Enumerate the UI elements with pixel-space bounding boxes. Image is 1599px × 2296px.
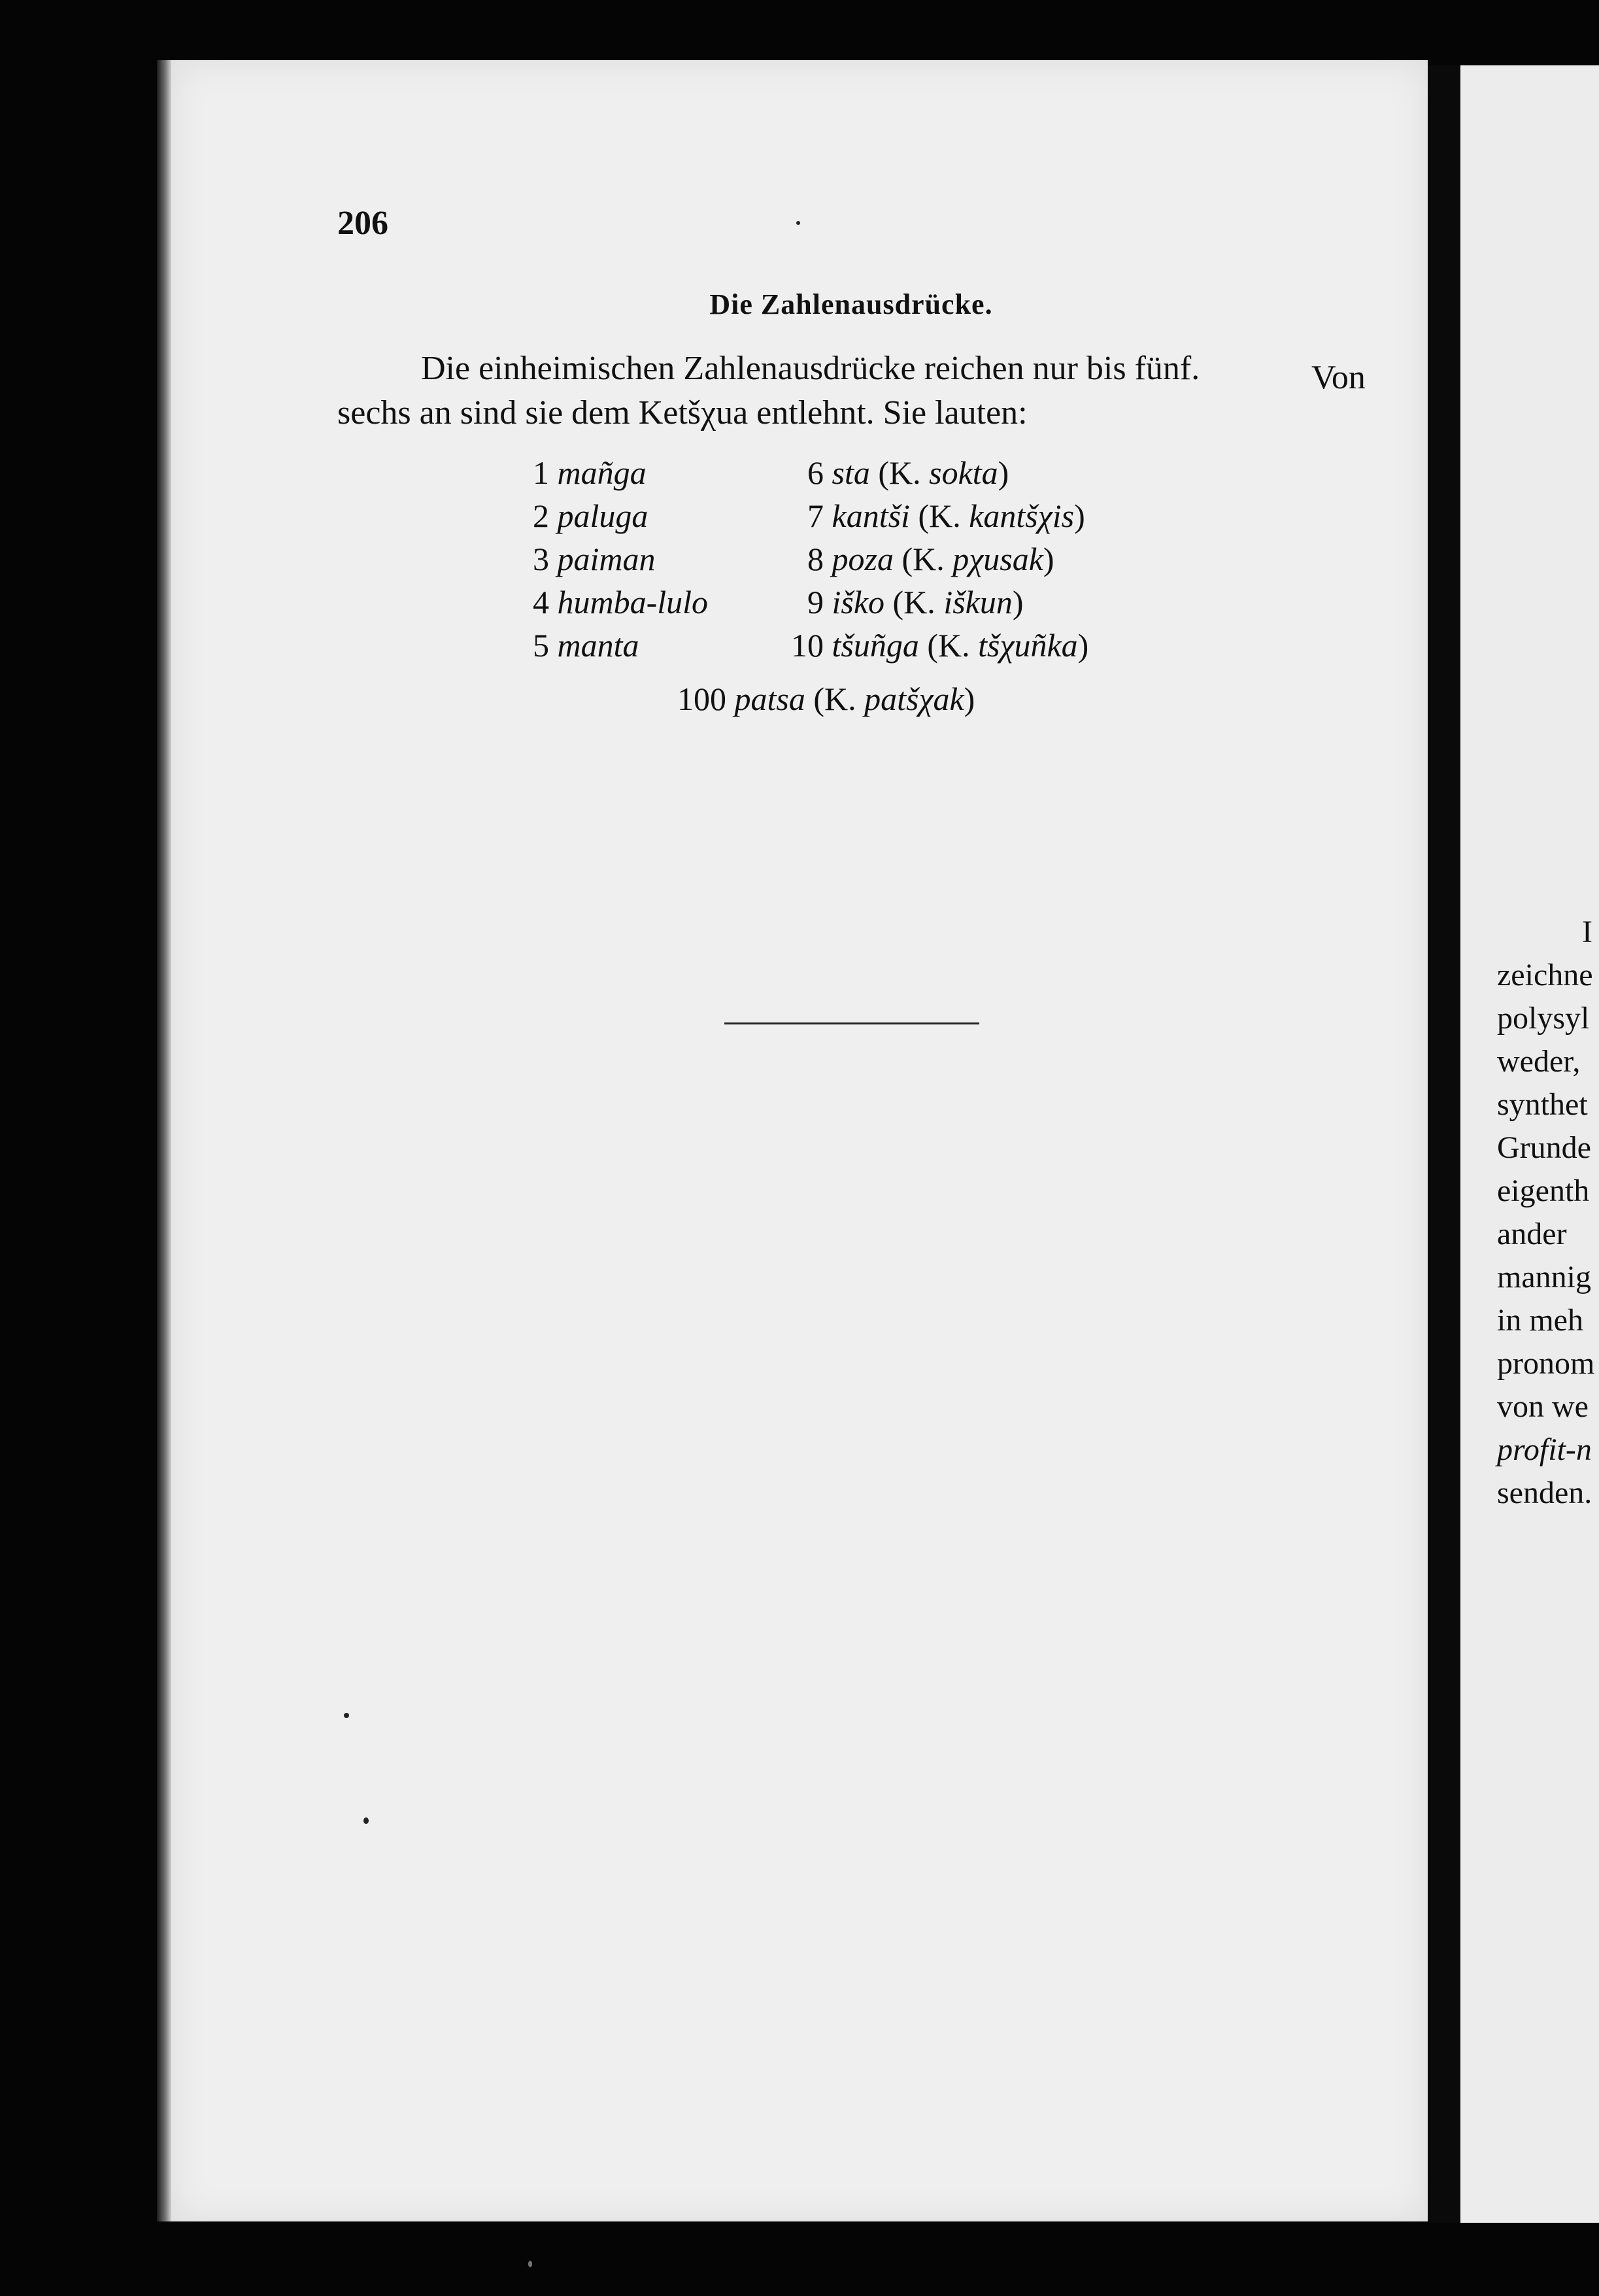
right-page-text: synthet: [1497, 1087, 1588, 1122]
numeral-row: [784, 537, 1088, 581]
right-page-text: pronom: [1497, 1346, 1595, 1381]
numeral-word: paiman: [557, 541, 656, 577]
right-page-text: profit-n: [1497, 1432, 1592, 1467]
numeral-word: manta: [557, 627, 639, 664]
right-page-text: Grunde: [1497, 1130, 1591, 1165]
numeral-ref-close: ): [964, 681, 975, 717]
page-edge: [157, 60, 171, 2221]
numeral-ref-open: (K.: [893, 541, 953, 577]
scan-speck: [344, 1713, 349, 1718]
numeral-row: [510, 451, 708, 494]
numeral-word: iško: [832, 584, 885, 620]
numeral-list-left: [510, 451, 708, 667]
numeral-value: 3: [533, 541, 549, 577]
scan-speck: [528, 2261, 532, 2267]
numeral-row: [510, 494, 708, 537]
section-divider: [724, 1022, 979, 1024]
numeral-value: 8: [807, 541, 824, 577]
numeral-row: [510, 624, 708, 667]
section-heading: Die Zahlenausdrücke.: [709, 288, 993, 320]
numeral-word: humba-lulo: [557, 584, 709, 620]
numeral-row: [784, 624, 1088, 667]
numeral-word: paluga: [557, 498, 648, 534]
numeral-ref-close: ): [1077, 627, 1089, 664]
numeral-value: 5: [533, 627, 549, 664]
book-gutter: [1428, 65, 1460, 2223]
ketschua-word: kantšχis: [969, 498, 1075, 534]
numeral-ref-open: (K.: [909, 498, 969, 534]
ketschua-word: pχusak: [952, 541, 1043, 577]
right-page-text: I: [1582, 915, 1592, 949]
numeral-word: tšuñga: [832, 627, 919, 664]
numeral-value: 10: [791, 627, 824, 664]
right-page-text: eigenth: [1497, 1173, 1590, 1208]
numeral-ref-close: ): [998, 454, 1009, 491]
numeral-ref-close: ): [1012, 584, 1024, 620]
numeral-ref-open: (K.: [918, 627, 979, 664]
numeral-value: 6: [807, 454, 824, 491]
right-page-text: senden.: [1497, 1476, 1592, 1510]
intro-line-1: Die einheimischen Zahlenausdrücke reichen nur bis fünf.: [421, 350, 1200, 387]
scan-speck: [796, 221, 800, 225]
numeral-row: [510, 537, 708, 581]
numeral-ref-open: (K.: [884, 584, 944, 620]
numeral-hundred: [677, 677, 975, 720]
numeral-row: [510, 581, 708, 624]
numeral-word: patsa: [734, 681, 805, 717]
numeral-value: 100: [677, 681, 726, 717]
numeral-ref-close: ): [1043, 541, 1054, 577]
intro-line-1-end: Von: [1311, 359, 1366, 396]
numeral-ref-close: ): [1074, 498, 1085, 534]
right-page-text: weder,: [1497, 1044, 1581, 1079]
ketschua-word: tšχuñka: [978, 627, 1078, 664]
ketschua-word: patšχak: [864, 681, 964, 717]
intro-line-2: sechs an sind sie dem Ketšχua entlehnt. Sie lauten:: [337, 394, 1028, 431]
right-page-text: mannig: [1497, 1260, 1591, 1294]
ketschua-word: sokta: [929, 454, 998, 491]
right-page-text: in meh: [1497, 1303, 1583, 1338]
numeral-word: sta: [832, 454, 870, 491]
numeral-list-right: [784, 451, 1088, 667]
numeral-value: 1: [533, 454, 549, 491]
numeral-ref-open: (K.: [805, 681, 865, 717]
right-page-text: zeichne: [1497, 958, 1593, 992]
numeral-word: mañga: [557, 454, 647, 491]
page-number: 206: [337, 205, 388, 242]
right-page-text: polysyl: [1497, 1001, 1590, 1036]
numeral-value: 9: [807, 584, 824, 620]
numeral-value: 2: [533, 498, 549, 534]
numeral-row: [784, 451, 1088, 494]
numeral-row: [784, 581, 1088, 624]
right-page-text: ander: [1497, 1217, 1567, 1251]
numeral-value: 7: [807, 498, 824, 534]
numeral-value: 4: [533, 584, 549, 620]
numeral-word: poza: [832, 541, 894, 577]
numeral-word: kantši: [832, 498, 910, 534]
ketschua-word: iškun: [943, 584, 1013, 620]
right-page-text: von we: [1497, 1389, 1589, 1424]
scan-speck: [363, 1817, 369, 1824]
numeral-row: [784, 494, 1088, 537]
numeral-ref-open: (K.: [869, 454, 930, 491]
